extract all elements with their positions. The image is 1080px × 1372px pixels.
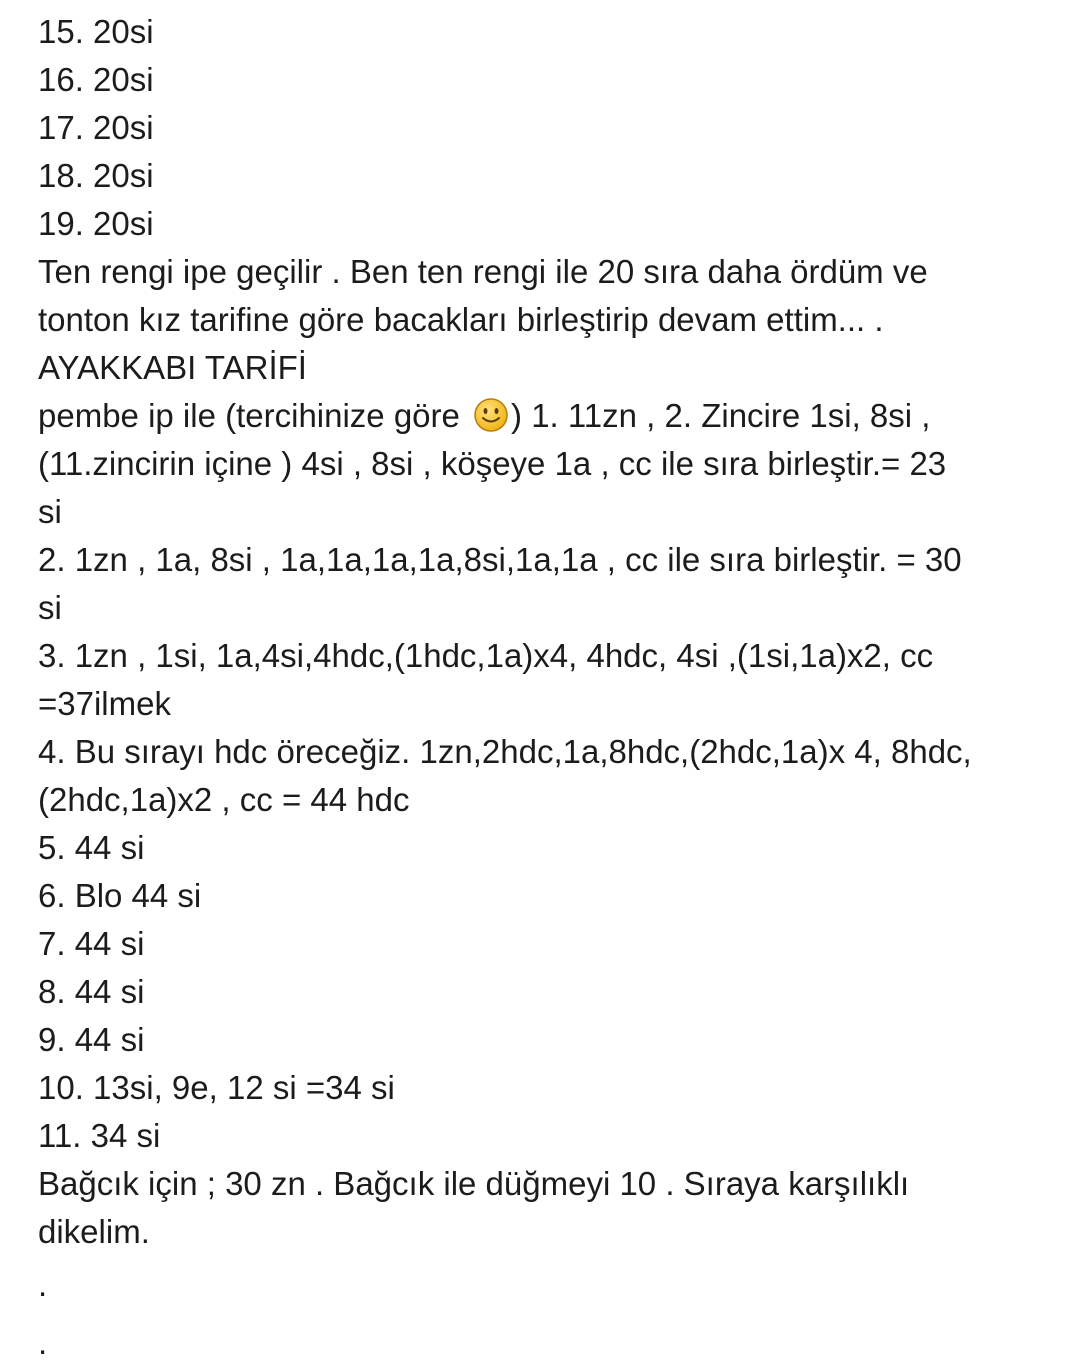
shoe-row-9: 9. 44 si xyxy=(38,1021,145,1058)
shoe-row-6: 6. Blo 44 si xyxy=(38,877,202,914)
shoe-intro-line-2: (11.zincirin içine ) 4si , 8si , köşeye 1a , cc ile sıra birleştir.= 23 xyxy=(38,445,947,482)
row-15: 15. 20si xyxy=(38,13,154,50)
shoe-row-7: 7. 44 si xyxy=(38,925,145,962)
shoe-row-2-line-1: 2. 1zn , 1a, 8si , 1a,1a,1a,1a,8si,1a,1a , cc ile sıra birleştir. = 30 xyxy=(38,541,962,578)
shoe-row-4-line-2: (2hdc,1a)x2 , cc = 44 hdc xyxy=(38,781,410,818)
row-17: 17. 20si xyxy=(38,109,154,146)
shoe-row-11: 11. 34 si xyxy=(38,1117,161,1154)
shoe-row-3-line-2: =37ilmek xyxy=(38,685,171,722)
shoe-recipe-title: AYAKKABI TARİFİ xyxy=(38,349,307,386)
note-line-1: Ten rengi ipe geçilir . Ben ten rengi ile 20 sıra daha ördüm ve xyxy=(38,253,928,290)
shoe-row-5: 5. 44 si xyxy=(38,829,145,866)
shoe-row-3-line-1: 3. 1zn , 1si, 1a,4si,4hdc,(1hdc,1a)x4, 4hdc, 4si ,(1si,1a)x2, cc xyxy=(38,637,934,674)
recipe-text xyxy=(38,8,1068,1372)
shoe-intro-line-1 xyxy=(38,392,1068,440)
row-16: 16. 20si xyxy=(38,61,154,98)
note-line-2: tonton kız tarifine göre bacakları birleştirip devam ettim... . xyxy=(38,301,884,338)
shoe-intro-text-a: pembe ip ile (tercihinize göre xyxy=(38,397,470,434)
dot-separator-2: . xyxy=(38,1324,48,1361)
row-18: 18. 20si xyxy=(38,157,154,194)
smiley-face-icon xyxy=(473,397,509,433)
lace-line-2: dikelim. xyxy=(38,1213,150,1250)
shoe-row-2-line-2: si xyxy=(38,589,62,626)
shoe-row-8: 8. 44 si xyxy=(38,973,145,1010)
shoe-intro-text-b: ) 1. 11zn , 2. Zincire 1si, 8si , xyxy=(511,397,931,434)
shoe-row-4-line-1: 4. Bu sırayı hdc öreceğiz. 1zn,2hdc,1a,8hdc,(2hdc,1a)x 4, 8hdc, xyxy=(38,733,972,770)
lace-line-1: Bağcık için ; 30 zn . Bağcık ile düğmeyi 10 . Sıraya karşılıklı xyxy=(38,1165,910,1202)
shoe-intro-line-3: si xyxy=(38,493,62,530)
row-19: 19. 20si xyxy=(38,205,154,242)
dot-separator-1: . xyxy=(38,1266,48,1303)
shoe-row-10: 10. 13si, 9e, 12 si =34 si xyxy=(38,1069,395,1106)
